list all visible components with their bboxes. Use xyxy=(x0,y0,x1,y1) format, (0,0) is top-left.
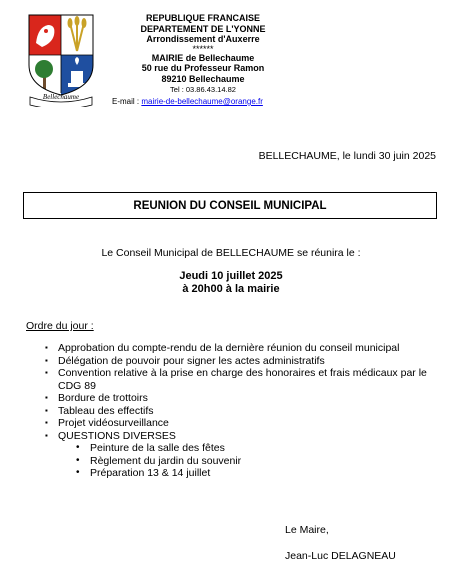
header-arrondissement: Arrondissement d'Auxerre xyxy=(146,34,260,45)
agenda-sub-item: • Règlement du jardin du souvenir xyxy=(58,455,438,468)
header-republic: REPUBLIQUE FRANCAISE xyxy=(145,13,260,23)
agenda-item-questions: QUESTIONS DIVERSES xyxy=(58,429,176,442)
municipal-crest xyxy=(26,13,96,107)
meeting-date: Jeudi 10 juillet 2025 xyxy=(179,270,283,282)
agenda-item: ▪ Approbation du compte-rendu de la dernière réunion du conseil municipal xyxy=(58,342,438,355)
intro-text: Le Conseil Municipal de BELLECHAUME se réunira le : xyxy=(101,247,361,259)
agenda-heading: Ordre du jour : xyxy=(26,320,94,332)
crest-banner-text: Bellechaume xyxy=(42,93,80,101)
header-city: 89210 Bellechaume xyxy=(161,73,245,84)
header-email-line xyxy=(112,97,263,106)
agenda-item: ▪ Tableau des effectifs xyxy=(58,405,438,418)
signature-name: Jean-Luc DELAGNEAU xyxy=(285,550,396,562)
header-mairie: MAIRIE de Bellechaume xyxy=(151,52,255,63)
agenda-item: ▪ Projet vidéosurveillance xyxy=(58,417,438,430)
agenda-sub-item: • Préparation 13 & 14 juillet xyxy=(58,467,438,480)
header-stars: ****** xyxy=(192,43,214,54)
agenda-sub-list xyxy=(58,442,438,480)
agenda-item: ▪ Délégation de pouvoir pour signer les actes administratifs xyxy=(58,355,438,368)
agenda-list xyxy=(58,342,438,480)
agenda-item xyxy=(58,430,438,480)
header-department: DEPARTEMENT DE L'YONNE xyxy=(140,23,266,34)
letterhead xyxy=(108,13,298,95)
header-tel: Tel : 03.86.43.14.82 xyxy=(170,84,236,94)
agenda-sub-item: • Peinture de la salle des fêtes xyxy=(58,442,438,455)
meeting-time: à 20h00 à la mairie xyxy=(182,283,280,295)
email-link[interactable]: mairie-de-bellechaume@orange.fr xyxy=(141,97,263,106)
document-title: REUNION DU CONSEIL MUNICIPAL xyxy=(23,192,437,219)
meeting-info xyxy=(0,270,462,296)
agenda-item: ▪ Bordure de trottoirs xyxy=(58,392,438,405)
signature-role: Le Maire, xyxy=(285,524,329,536)
header-address: 50 rue du Professeur Ramon xyxy=(141,63,265,74)
agenda-item: ▪ Convention relative à la prise en charge des honoraires et frais médicaux par le CDG 89 xyxy=(58,367,438,392)
date-line: BELLECHAUME, le lundi 30 juin 2025 xyxy=(258,150,436,162)
email-label: E-mail : xyxy=(112,97,140,106)
